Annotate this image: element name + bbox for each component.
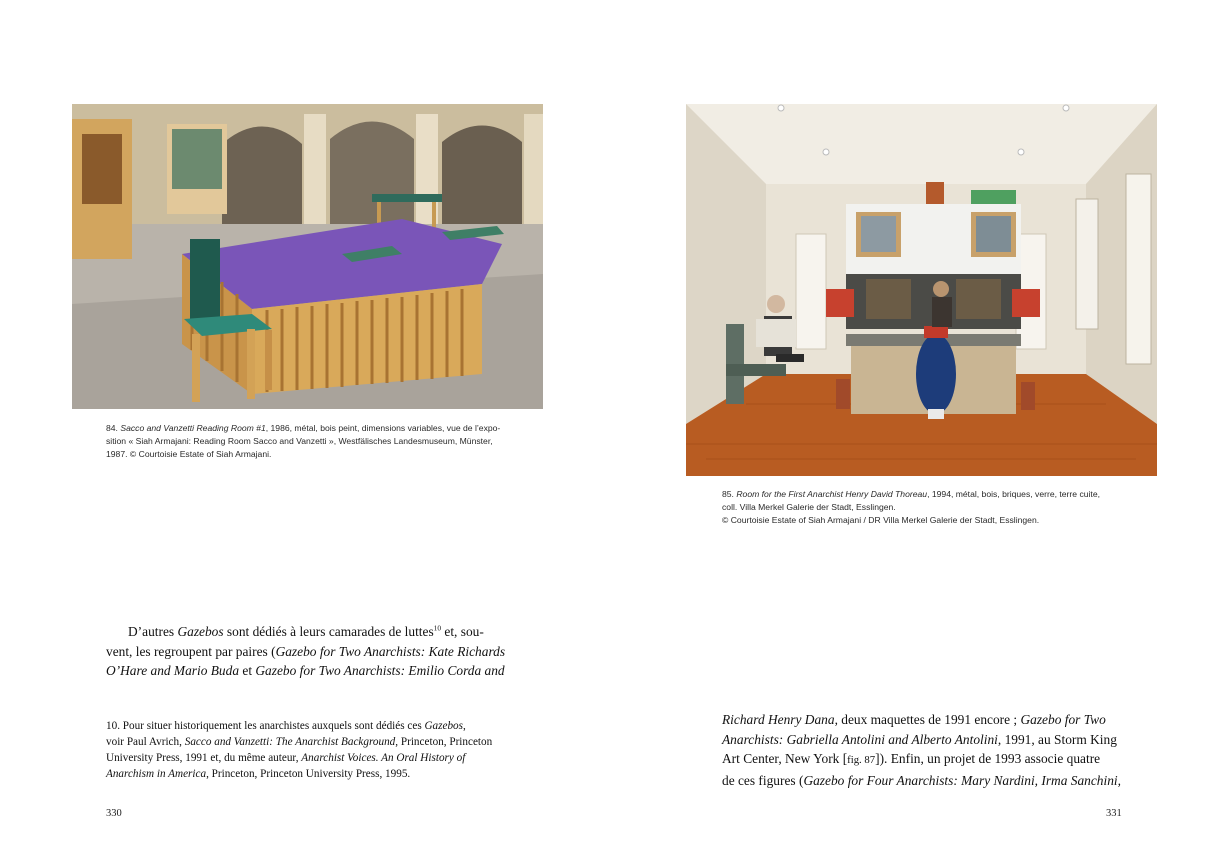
footnote-line-3: University Press, 1991 et, du même auteur, Anarchist Voices. An Oral History of (106, 752, 466, 764)
right-page (614, 0, 1228, 866)
right-body-line-2: Anarchists: Gabriella Antolini and Alberto Antolini, 1991, au Storm King (722, 731, 1117, 747)
left-body-line-2: vent, les regroupent par paires (Gazebo for Two Anarchists: Kate Richards (106, 643, 506, 659)
figure-84-caption-line-3: 1987. © Courtoisie Estate of Siah Armajani. (106, 449, 272, 459)
figure-85-title: Room for the First Anarchist Henry David Thoreau (736, 489, 928, 499)
figure-87-reference[interactable]: fig. 87 (847, 754, 876, 766)
thoreau-room-photo-illustration (686, 104, 1157, 476)
page-number-left: 330 (106, 808, 122, 819)
reading-room-photo-illustration (72, 104, 543, 409)
figure-85-caption (722, 488, 1152, 527)
figure-85-caption-line-1: 85. Room for the First Anarchist Henry David Thoreau, 1994, métal, bois, briques, verre, terre cuite, (722, 489, 1100, 499)
right-body-line-3: Art Center, New York [fig. 87]). Enfin, un projet de 1993 associe quatre (722, 751, 1101, 766)
figure-84-caption-line-2: sition « Siah Armajani: Reading Room Sacco and Vanzetti », Westfälisches Landesmuseum, Münster, (106, 436, 493, 446)
figure-85-caption-line-2: coll. Villa Merkel Galerie der Stadt, Esslingen. (722, 502, 896, 512)
figure-85-photo (686, 104, 1157, 476)
footnote-line-4: Anarchism in America, Princeton, Princeton University Press, 1995. (106, 768, 411, 780)
figure-84-photo (72, 104, 543, 409)
right-body-line-4: de ces figures (Gazebo for Four Anarchists: Mary Nardini, Irma Sanchini, (722, 772, 1121, 788)
left-body-line-1: D’autres Gazebos sont dédiés à leurs camarades de luttes$^{10}$ et, sou- (128, 623, 484, 639)
left-body-paragraph (106, 622, 520, 681)
left-body-line-3: O’Hare and Mario Buda et Gazebo for Two Anarchists: Emilio Corda and (106, 663, 505, 678)
right-body-paragraph (722, 710, 1132, 790)
figure-84-title: Sacco and Vanzetti Reading Room #1 (120, 423, 266, 433)
footnote-line-1: 10. Pour situer historiquement les anarchistes auxquels sont dédiés ces Gazebos, (106, 720, 466, 732)
page-number-right: 331 (1106, 808, 1122, 819)
footnote-line-2: voir Paul Avrich, Sacco and Vanzetti: The Anarchist Background, Princeton, Princeton (106, 736, 493, 748)
right-body-line-1: Richard Henry Dana, deux maquettes de 1991 encore ; Gazebo for Two (722, 712, 1106, 727)
figure-84-caption (106, 422, 526, 461)
figure-84-caption-line-1: 84. Sacco and Vanzetti Reading Room #1, 1986, métal, bois peint, dimensions variables, vue de l’expo- (106, 423, 501, 433)
figure-85-caption-line-3: © Courtoisie Estate of Siah Armajani / DR Villa Merkel Galerie der Stadt, Esslingen. (722, 515, 1040, 525)
footnote-10 (106, 718, 506, 782)
footnote-ref-10[interactable]: 10 (433, 623, 442, 633)
